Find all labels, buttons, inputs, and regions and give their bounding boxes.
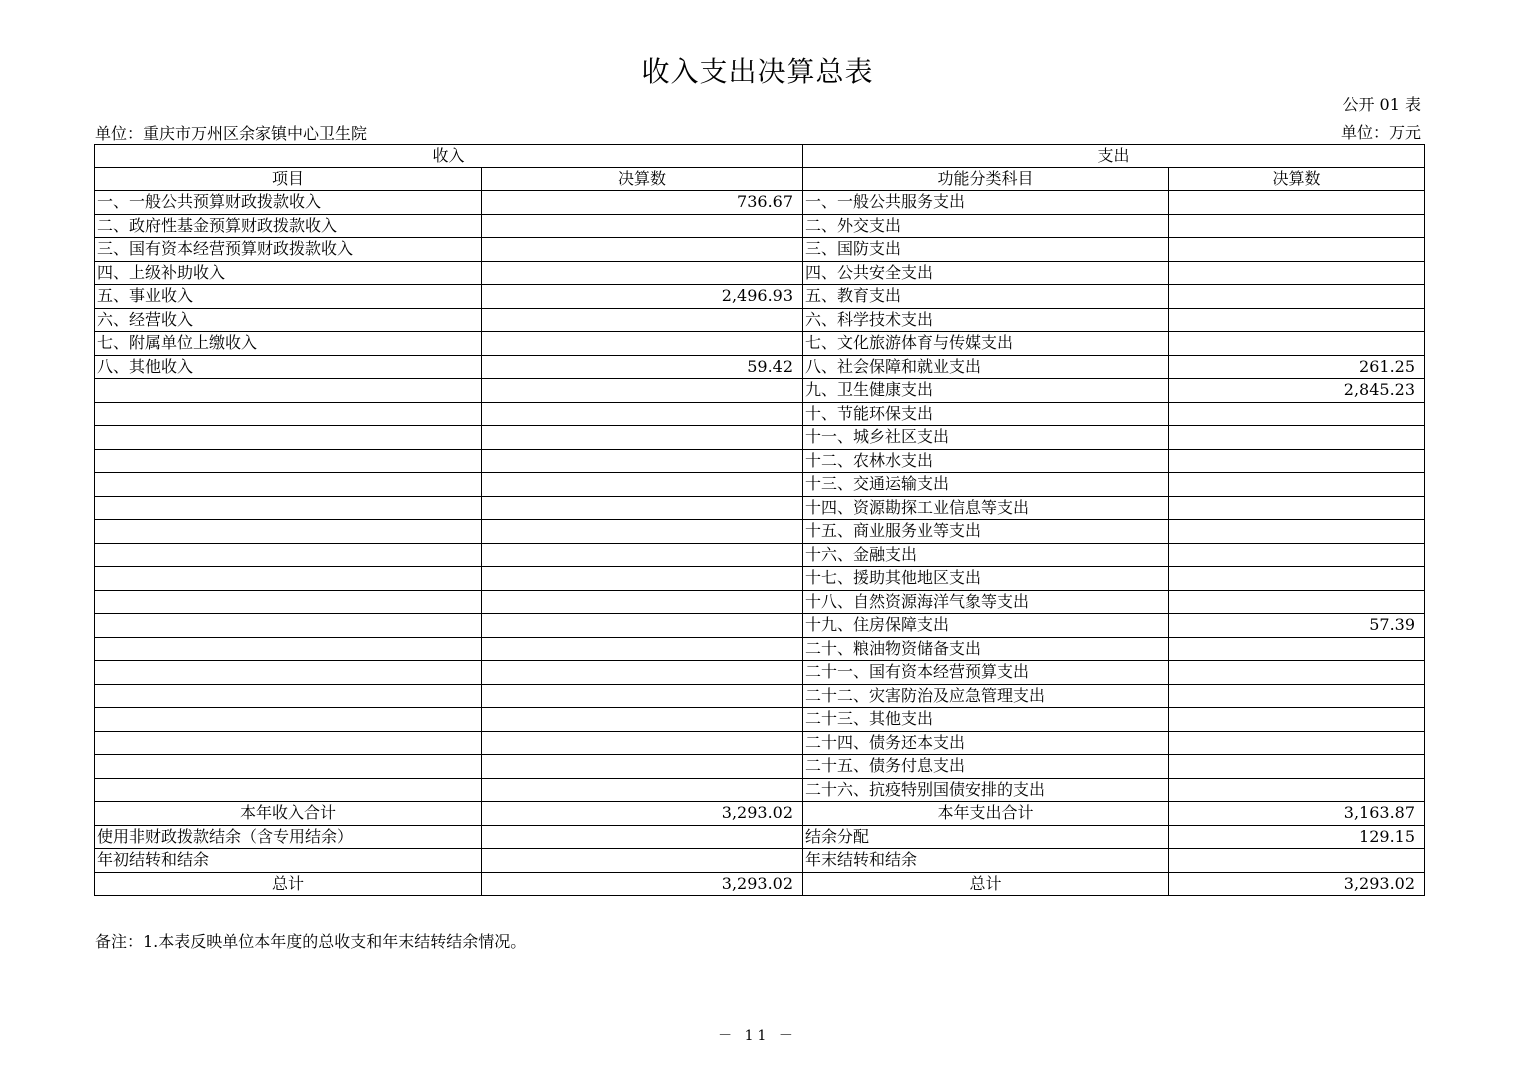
expense-value-cell [1169,261,1425,285]
expense-item-cell: 七、文化旅游体育与传媒支出 [803,332,1169,356]
table-row [95,637,1425,661]
expense-value-cell: 261.25 [1169,355,1425,379]
table-row [95,285,1425,309]
income-item-cell [95,708,482,732]
income-value-cell [482,543,803,567]
expense-value-cell [1169,520,1425,544]
table-row [95,473,1425,497]
income-item-cell: 一、一般公共预算财政拨款收入 [95,191,482,215]
expense-item-cell: 二十一、国有资本经营预算支出 [803,661,1169,685]
income-value-cell [482,308,803,332]
income-item-cell [95,426,482,450]
income-item-cell: 四、上级补助收入 [95,261,482,285]
income-value-cell [482,614,803,638]
expense-value-cell [1169,567,1425,591]
income-item-cell [95,684,482,708]
income-item-cell [95,520,482,544]
expense-value-cell: 2,845.23 [1169,379,1425,403]
table-row [95,825,1425,849]
income-item-cell [95,496,482,520]
income-value-cell [482,755,803,779]
expense-value-cell [1169,708,1425,732]
expense-item-cell: 五、教育支出 [803,285,1169,309]
table-row [95,402,1425,426]
expense-item-cell: 二、外交支出 [803,214,1169,238]
income-item-cell [95,473,482,497]
expense-item-cell: 十四、资源勘探工业信息等支出 [803,496,1169,520]
income-value-cell [482,449,803,473]
expense-value-cell [1169,473,1425,497]
income-value-cell [482,426,803,450]
expense-value-cell [1169,661,1425,685]
income-value-cell [482,261,803,285]
expense-value-cell [1169,849,1425,873]
table-row [95,496,1425,520]
table-row [95,849,1425,873]
expense-value-cell [1169,214,1425,238]
expense-item-cell: 三、国防支出 [803,238,1169,262]
income-value-cell: 736.67 [482,191,803,215]
expense-value-cell [1169,308,1425,332]
income-item-cell: 六、经营收入 [95,308,482,332]
table-row [95,661,1425,685]
expense-value-cell: 3,163.87 [1169,802,1425,826]
income-value-cell [482,849,803,873]
expense-item-cell: 二十三、其他支出 [803,708,1169,732]
expense-item-cell: 十九、住房保障支出 [803,614,1169,638]
expense-item-cell: 十七、援助其他地区支出 [803,567,1169,591]
income-value-cell [482,825,803,849]
expense-item-cell: 本年支出合计 [803,802,1169,826]
income-value-cell [482,473,803,497]
table-row [95,731,1425,755]
income-value-cell [482,332,803,356]
table-row [95,332,1425,356]
income-item-cell: 使用非财政拨款结余（含专用结余） [95,825,482,849]
page-title: 收入支出决算总表 [641,55,874,88]
income-item-cell [95,402,482,426]
table-row [95,614,1425,638]
income-value-cell [482,731,803,755]
table-row [95,191,1425,215]
income-value-cell [482,238,803,262]
income-value-cell [482,567,803,591]
income-value-cell: 59.42 [482,355,803,379]
expense-item-cell: 十、节能环保支出 [803,402,1169,426]
income-value-cell [482,520,803,544]
expense-item-cell: 年末结转和结余 [803,849,1169,873]
income-value-cell [482,778,803,802]
expense-item-cell: 六、科学技术支出 [803,308,1169,332]
function-category-header: 功能分类科目 [803,168,1169,191]
income-item-cell [95,661,482,685]
expense-value-cell [1169,755,1425,779]
expense-item-cell: 二十五、债务付息支出 [803,755,1169,779]
table-row [95,708,1425,732]
expense-value-cell [1169,731,1425,755]
table-row [95,755,1425,779]
table-row [95,567,1425,591]
income-value-cell [482,214,803,238]
expense-item-cell: 十八、自然资源海洋气象等支出 [803,590,1169,614]
income-value-cell: 3,293.02 [482,872,803,896]
income-item-cell [95,379,482,403]
income-header: 收入 [95,145,803,168]
expense-item-cell: 二十四、债务还本支出 [803,731,1169,755]
table-row [95,355,1425,379]
income-expense-table [94,144,1425,896]
table-row [95,520,1425,544]
expense-item-cell: 四、公共安全支出 [803,261,1169,285]
income-value-cell [482,661,803,685]
income-value-cell [482,684,803,708]
income-item-cell [95,543,482,567]
income-item-cell [95,731,482,755]
income-item-cell: 年初结转和结余 [95,849,482,873]
table-subheader-row [95,168,1425,191]
table-row [95,778,1425,802]
expense-value-cell [1169,402,1425,426]
expense-item-cell: 十三、交通运输支出 [803,473,1169,497]
income-item-cell: 五、事业收入 [95,285,482,309]
expense-item-cell: 十二、农林水支出 [803,449,1169,473]
expense-value-cell [1169,449,1425,473]
income-item-cell [95,590,482,614]
table-row [95,449,1425,473]
income-item-cell [95,614,482,638]
expense-value-cell [1169,238,1425,262]
expense-amount-header: 决算数 [1169,168,1425,191]
table-row [95,379,1425,403]
income-item-cell [95,755,482,779]
expense-item-cell: 十五、商业服务业等支出 [803,520,1169,544]
expense-item-cell: 结余分配 [803,825,1169,849]
form-number: 公开 01 表 [1342,95,1421,114]
income-item-cell: 八、其他收入 [95,355,482,379]
income-item-cell: 三、国有资本经营预算财政拨款收入 [95,238,482,262]
table-row [95,684,1425,708]
income-item-cell: 本年收入合计 [95,802,482,826]
expense-item-cell: 十六、金融支出 [803,543,1169,567]
income-item-cell: 总计 [95,872,482,896]
expense-item-cell: 二十、粮油物资储备支出 [803,637,1169,661]
remark-note: 备注：1.本表反映单位本年度的总收支和年末结转结余情况。 [95,932,527,951]
expense-value-cell [1169,637,1425,661]
organization-label: 单位：重庆市万州区余家镇中心卫生院 [95,124,368,143]
table-row [95,426,1425,450]
income-amount-header: 决算数 [482,168,803,191]
table-row [95,308,1425,332]
expense-value-cell: 129.15 [1169,825,1425,849]
income-value-cell [482,496,803,520]
table-header-row [95,145,1425,168]
expense-item-cell: 一、一般公共服务支出 [803,191,1169,215]
income-item-header: 项目 [95,168,482,191]
page-number: － 11 － [718,1028,797,1044]
expense-value-cell: 3,293.02 [1169,872,1425,896]
expense-value-cell [1169,191,1425,215]
unit-label: 单位：万元 [1340,123,1421,142]
expense-header: 支出 [803,145,1425,168]
table-row [95,802,1425,826]
table-row [95,872,1425,896]
table-row [95,590,1425,614]
expense-value-cell [1169,332,1425,356]
income-item-cell: 二、政府性基金预算财政拨款收入 [95,214,482,238]
income-item-cell [95,778,482,802]
income-item-cell [95,449,482,473]
expense-value-cell [1169,426,1425,450]
income-item-cell [95,637,482,661]
table-row [95,214,1425,238]
income-value-cell: 2,496.93 [482,285,803,309]
expense-value-cell [1169,684,1425,708]
expense-value-cell: 57.39 [1169,614,1425,638]
income-value-cell [482,637,803,661]
income-item-cell: 七、附属单位上缴收入 [95,332,482,356]
expense-item-cell: 二十二、灾害防治及应急管理支出 [803,684,1169,708]
expense-item-cell: 十一、城乡社区支出 [803,426,1169,450]
expense-value-cell [1169,285,1425,309]
expense-value-cell [1169,543,1425,567]
table-row [95,238,1425,262]
expense-value-cell [1169,778,1425,802]
expense-item-cell: 八、社会保障和就业支出 [803,355,1169,379]
income-value-cell [482,708,803,732]
expense-value-cell [1169,590,1425,614]
expense-value-cell [1169,496,1425,520]
expense-item-cell: 九、卫生健康支出 [803,379,1169,403]
income-value-cell: 3,293.02 [482,802,803,826]
expense-item-cell: 二十六、抗疫特别国债安排的支出 [803,778,1169,802]
income-value-cell [482,590,803,614]
expense-item-cell: 总计 [803,872,1169,896]
income-value-cell [482,402,803,426]
income-value-cell [482,379,803,403]
income-item-cell [95,567,482,591]
table-row [95,261,1425,285]
table-row [95,543,1425,567]
